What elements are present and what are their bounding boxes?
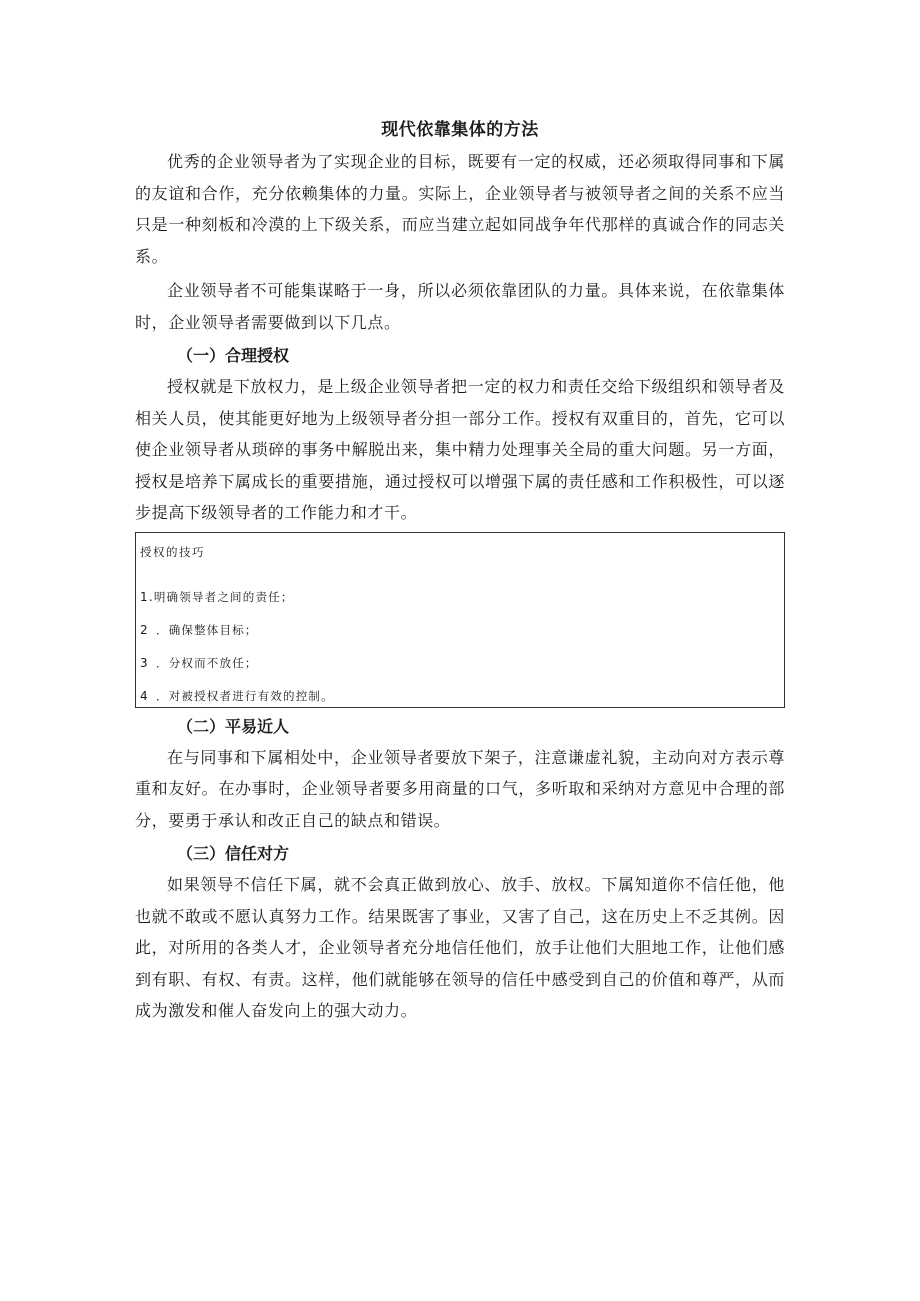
section-body-approachable: 在与同事和下属相处中，企业领导者要放下架子，注意谦虚礼貌，主动向对方表示尊重和友好。在办事时，企业领导者要多用商量的口气，多听取和采纳对方意见中合理的部分，要勇于承认和改正自己的缺点和错误。	[135, 747, 785, 830]
tips-item-2: 2 ．确保整体目标；	[140, 622, 258, 637]
section-heading-trust: （三）信任对方	[177, 844, 290, 863]
document-page	[135, 116, 785, 1030]
section-body-trust: 如果领导不信任下属，就不会真正做到放心、放手、放权。下属知道你不信任他，他也就不敢或不愿认真努力工作。结果既害了事业，又害了自己，这在历史上不乏其例。因此，对所用的各类人才，企业领导者充分地信任他们，放手让他们大胆地工作，让他们感到有职、有权、有责。这样，他们就能够在领导的信任中感受到自己的价值和尊严，从而成为激发和催人奋发向上的强大动力。	[135, 875, 785, 1020]
intro-paragraph-2: 企业领导者不可能集谋略于一身，所以必须依靠团队的力量。具体来说，在依靠集体时，企业领导者需要做到以下几点。	[135, 281, 785, 332]
tips-item-3: 3 ．分权而不放任；	[140, 655, 258, 670]
section-body-delegation: 授权就是下放权力，是上级企业领导者把一定的权力和责任交给下级组织和领导者及相关人员，使其能更好地为上级领导者分担一部分工作。授权有双重目的，首先，它可以使企业领导者从琐碎的事务中解脱出来，集中精力处理事关全局的重大问题。另一方面，授权是培养下属成长的重要措施，通过授权可以增强下属的责任感和工作积极性，可以逐步提高下级领导者的工作能力和才干。	[135, 377, 785, 522]
delegation-tips-box	[135, 532, 785, 708]
tips-box-title: 授权的技巧	[140, 544, 205, 559]
section-heading-delegation: （一）合理授权	[177, 346, 290, 365]
tips-item-4: 4 ．对被授权者进行有效的控制。	[140, 688, 334, 703]
intro-paragraph-1: 优秀的企业领导者为了实现企业的目标，既要有一定的权威，还必须取得同事和下属的友谊和合作，充分依赖集体的力量。实际上，企业领导者与被领导者之间的关系不应当只是一种刻板和冷漠的上下级关系，而应当建立起如同战争年代那样的真诚合作的同志关系。	[135, 152, 785, 266]
document-title: 现代依靠集体的方法	[381, 120, 539, 140]
tips-item-1: 1.明确领导者之间的责任；	[140, 589, 294, 604]
section-heading-approachable: （二）平易近人	[177, 716, 290, 736]
